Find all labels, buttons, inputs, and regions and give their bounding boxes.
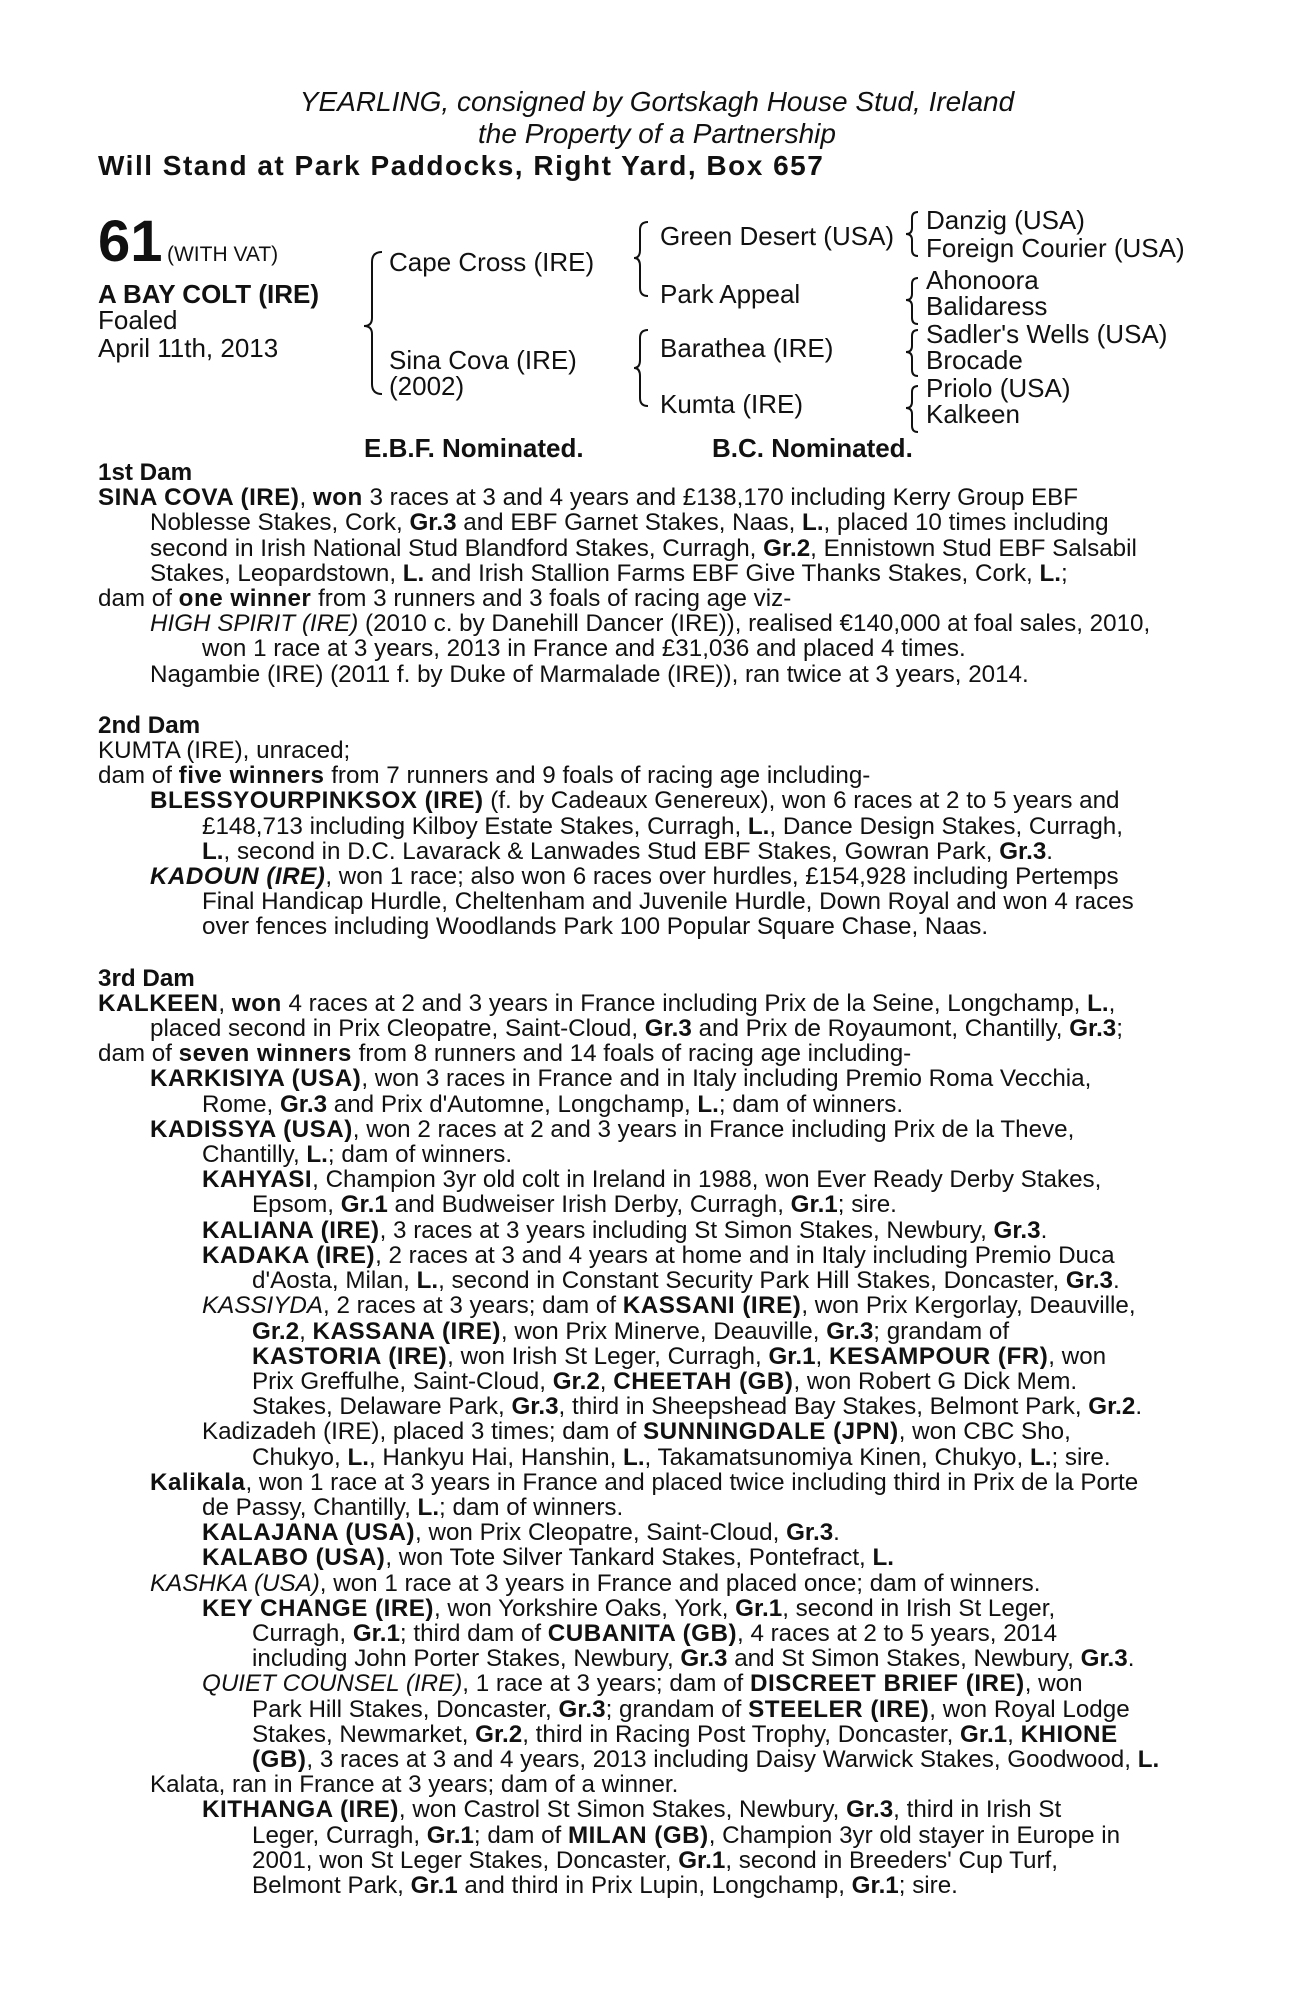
foaled-label: Foaled: [98, 305, 178, 335]
dam3-line: Kalata, ran in France at 3 years; dam of a winner.: [150, 1771, 679, 1799]
sire-dam: Park Appeal: [660, 279, 801, 309]
dam2-line: £148,713 including Kilboy Estate Stakes, Curragh, L., Dance Design Stakes, Curragh,: [202, 812, 1123, 840]
g-brace-4: [906, 386, 918, 432]
dam3-line: d'Aosta, Milan, L., second in Constant Security Park Hill Stakes, Doncaster, Gr.3.: [252, 1267, 1120, 1295]
dam2-line: KADOUN (IRE), won 1 race; also won 6 races over hurdles, £154,928 including Pertemps: [150, 863, 1119, 891]
dam3-line: Prix Greffulhe, Saint-Cloud, Gr.2, CHEETAH (GB), won Robert G Dick Mem.: [252, 1367, 1078, 1395]
dam3-line: KALIANA (IRE), 3 races at 3 years including St Simon Stakes, Newbury, Gr.3.: [202, 1216, 1048, 1244]
third-dam-heading: 3rd Dam: [98, 964, 195, 992]
ancestor-2: Foreign Courier (USA): [926, 233, 1185, 263]
sire: Cape Cross (IRE): [389, 247, 595, 277]
dam2-line: L., second in D.C. Lavarack & Lanwades Stud EBF Stakes, Gowran Park, Gr.3.: [202, 837, 1054, 865]
dam2-line: BLESSYOURPINKSOX (IRE) (f. by Cadeaux Genereux), won 6 races at 2 to 5 years and: [150, 787, 1120, 815]
dam3-line: KITHANGA (IRE), won Castrol St Simon Stakes, Newbury, Gr.3, third in Irish St: [202, 1796, 1062, 1824]
dam3-line: Kalikala, won 1 race at 3 years in France and placed twice including third in Prix de la Porte: [150, 1468, 1139, 1496]
dam3-line: KARKISIYA (USA), won 3 races in France and in Italy including Premio Roma Vecchia,: [150, 1065, 1092, 1093]
dam2-line: Final Handicap Hurdle, Cheltenham and Juvenile Hurdle, Down Royal and won 4 races: [202, 888, 1134, 916]
ancestor-7: Priolo (USA): [926, 373, 1071, 403]
dam1-line: Stakes, Leopardstown, L. and Irish Stallion Farms EBF Give Thanks Stakes, Cork, L.;: [150, 559, 1068, 587]
foaled-date: April 11th, 2013: [98, 333, 279, 363]
dam3-line: Park Hill Stakes, Doncaster, Gr.3; grandam of STEELER (IRE), won Royal Lodge: [252, 1695, 1130, 1723]
dam3-line: 2001, won St Leger Stakes, Doncaster, Gr.1, second in Breeders' Cup Turf,: [252, 1846, 1058, 1874]
dam3-line: KADISSYA (USA), won 2 races at 2 and 3 years in France including Prix de la Theve,: [150, 1115, 1075, 1143]
second-dam-heading: 2nd Dam: [98, 711, 201, 739]
dam1-line: second in Irish National Stud Blandford Stakes, Curragh, Gr.2, Ennistown Stud EBF Salsabil: [150, 534, 1137, 562]
dam3-line: KASHKA (USA), won 1 race at 3 years in France and placed once; dam of winners.: [150, 1569, 1041, 1597]
dam-year: (2002): [389, 371, 465, 401]
dam3-line: (GB), 3 races at 3 and 4 years, 2013 including Daisy Warwick Stakes, Goodwood, L.: [252, 1745, 1160, 1773]
g-brace-1: [906, 212, 918, 256]
dam1-line: HIGH SPIRIT (IRE) (2010 c. by Danehill Dancer (IRE)), realised €140,000 at foal sales, 2010,: [150, 610, 1151, 638]
sire-sire: Green Desert (USA): [660, 221, 895, 251]
dam3-line: KAHYASI, Champion 3yr old colt in Ireland in 1988, won Ever Ready Derby Stakes,: [202, 1166, 1102, 1194]
lot-number: 61: [98, 209, 163, 274]
dam3-line: KALKEEN, won 4 races at 2 and 3 years in France including Prix de la Seine, Longchamp, L.,: [98, 989, 1116, 1017]
dam2-line: KUMTA (IRE), unraced;: [98, 737, 351, 765]
dam3-line: KASSIYDA, 2 races at 3 years; dam of KASSANI (IRE), won Prix Kergorlay, Deauville,: [202, 1292, 1136, 1320]
dam3-line: Leger, Curragh, Gr.1; dam of MILAN (GB), Champion 3yr old stayer in Europe in: [252, 1821, 1121, 1849]
ebf-nominated: E.B.F. Nominated.: [364, 433, 584, 463]
property-line: the Property of a Partnership: [478, 118, 836, 149]
dam-sire: Barathea (IRE): [660, 333, 834, 363]
dam3-line: Chukyo, L., Hankyu Hai, Hanshin, L., Takamatsunomiya Kinen, Chukyo, L.; sire.: [252, 1443, 1111, 1471]
bc-nominated: B.C. Nominated.: [712, 433, 913, 463]
dam3-line: KALABO (USA), won Tote Silver Tankard Stakes, Pontefract, L.: [202, 1544, 894, 1572]
ancestor-4: Balidaress: [926, 291, 1048, 321]
main-brace: [364, 252, 382, 394]
dam1-line: dam of one winner from 3 runners and 3 foals of racing age viz-: [98, 585, 792, 613]
dam3-line: Gr.2, KASSANA (IRE), won Prix Minerve, Deauville, Gr.3; grandam of: [252, 1317, 1010, 1345]
ancestor-8: Kalkeen: [926, 399, 1020, 429]
stand-line: Will Stand at Park Paddocks, Right Yard, Box 657: [98, 150, 825, 181]
dam3-line: Belmont Park, Gr.1 and third in Prix Lupin, Longchamp, Gr.1; sire.: [252, 1871, 958, 1899]
ancestor-5: Sadler's Wells (USA): [926, 319, 1168, 349]
dam-brace: [634, 330, 648, 406]
ancestor-6: Brocade: [926, 345, 1023, 375]
dam1-line: won 1 race at 3 years, 2013 in France and £31,036 and placed 4 times.: [202, 635, 966, 663]
lot-name: A BAY COLT (IRE): [98, 279, 320, 309]
dam3-line: KASTORIA (IRE), won Irish St Leger, Curragh, Gr.1, KESAMPOUR (FR), won: [252, 1342, 1107, 1370]
vat-note: (WITH VAT): [166, 243, 279, 266]
dam3-line: Rome, Gr.3 and Prix d'Automne, Longchamp, L.; dam of winners.: [202, 1090, 904, 1118]
dam3-line: placed second in Prix Cleopatre, Saint-Cloud, Gr.3 and Prix de Royaumont, Chantilly, Gr.3;: [150, 1015, 1123, 1043]
dam3-line: dam of seven winners from 8 runners and 14 foals of racing age including-: [98, 1040, 912, 1068]
ancestor-1: Danzig (USA): [926, 205, 1085, 235]
g-brace-3: [906, 330, 918, 376]
dam: Sina Cova (IRE): [389, 345, 577, 375]
dam3-line: Chantilly, L.; dam of winners.: [202, 1141, 513, 1169]
dam1-line: SINA COVA (IRE), won 3 races at 3 and 4 years and £138,170 including Kerry Group EBF: [98, 484, 1079, 512]
dam3-line: QUIET COUNSEL (IRE), 1 race at 3 years; dam of DISCREET BRIEF (IRE), won: [202, 1670, 1083, 1698]
dam3-line: including John Porter Stakes, Newbury, Gr.3 and St Simon Stakes, Newbury, Gr.3.: [252, 1645, 1135, 1673]
dam3-line: Stakes, Delaware Park, Gr.3, third in Sheepshead Bay Stakes, Belmont Park, Gr.2.: [252, 1393, 1143, 1421]
dam3-line: Epsom, Gr.1 and Budweiser Irish Derby, Curragh, Gr.1; sire.: [252, 1191, 897, 1219]
dam-dam: Kumta (IRE): [660, 389, 804, 419]
dam-lines: [98, 460, 1208, 1898]
g-brace-2: [906, 278, 918, 324]
ancestor-3: Ahonoora: [926, 265, 1039, 295]
dam3-line: de Passy, Chantilly, L.; dam of winners.: [202, 1493, 624, 1521]
sire-brace: [634, 222, 648, 296]
dam1-line: Nagambie (IRE) (2011 f. by Duke of Marmalade (IRE)), ran twice at 3 years, 2014.: [150, 660, 1029, 688]
dam3-line: KEY CHANGE (IRE), won Yorkshire Oaks, York, Gr.1, second in Irish St Leger,: [202, 1594, 1056, 1622]
dam3-line: KALAJANA (USA), won Prix Cleopatre, Saint-Cloud, Gr.3.: [202, 1519, 840, 1547]
dam1-line: Noblesse Stakes, Cork, Gr.3 and EBF Garnet Stakes, Naas, L., placed 10 times including: [150, 509, 1109, 537]
dam3-line: Kadizadeh (IRE), placed 3 times; dam of SUNNINGDALE (JPN), won CBC Sho,: [202, 1418, 1071, 1446]
dam2-line: over fences including Woodlands Park 100 Popular Square Chase, Naas.: [202, 913, 989, 941]
pedigree-braces: [0, 0, 1314, 463]
consignor-line: YEARLING, consigned by Gortskagh House Stud, Ireland: [299, 86, 1015, 117]
dam3-line: Stakes, Newmarket, Gr.2, third in Racing Post Trophy, Doncaster, Gr.1, KHIONE: [252, 1720, 1118, 1748]
first-dam-heading: 1st Dam: [98, 459, 193, 486]
dam3-line: Curragh, Gr.1; third dam of CUBANITA (GB), 4 races at 2 to 5 years, 2014: [252, 1619, 1058, 1647]
dam2-line: dam of five winners from 7 runners and 9 foals of racing age including-: [98, 762, 871, 790]
dam3-line: KADAKA (IRE), 2 races at 3 and 4 years at home and in Italy including Premio Duca: [202, 1241, 1115, 1269]
